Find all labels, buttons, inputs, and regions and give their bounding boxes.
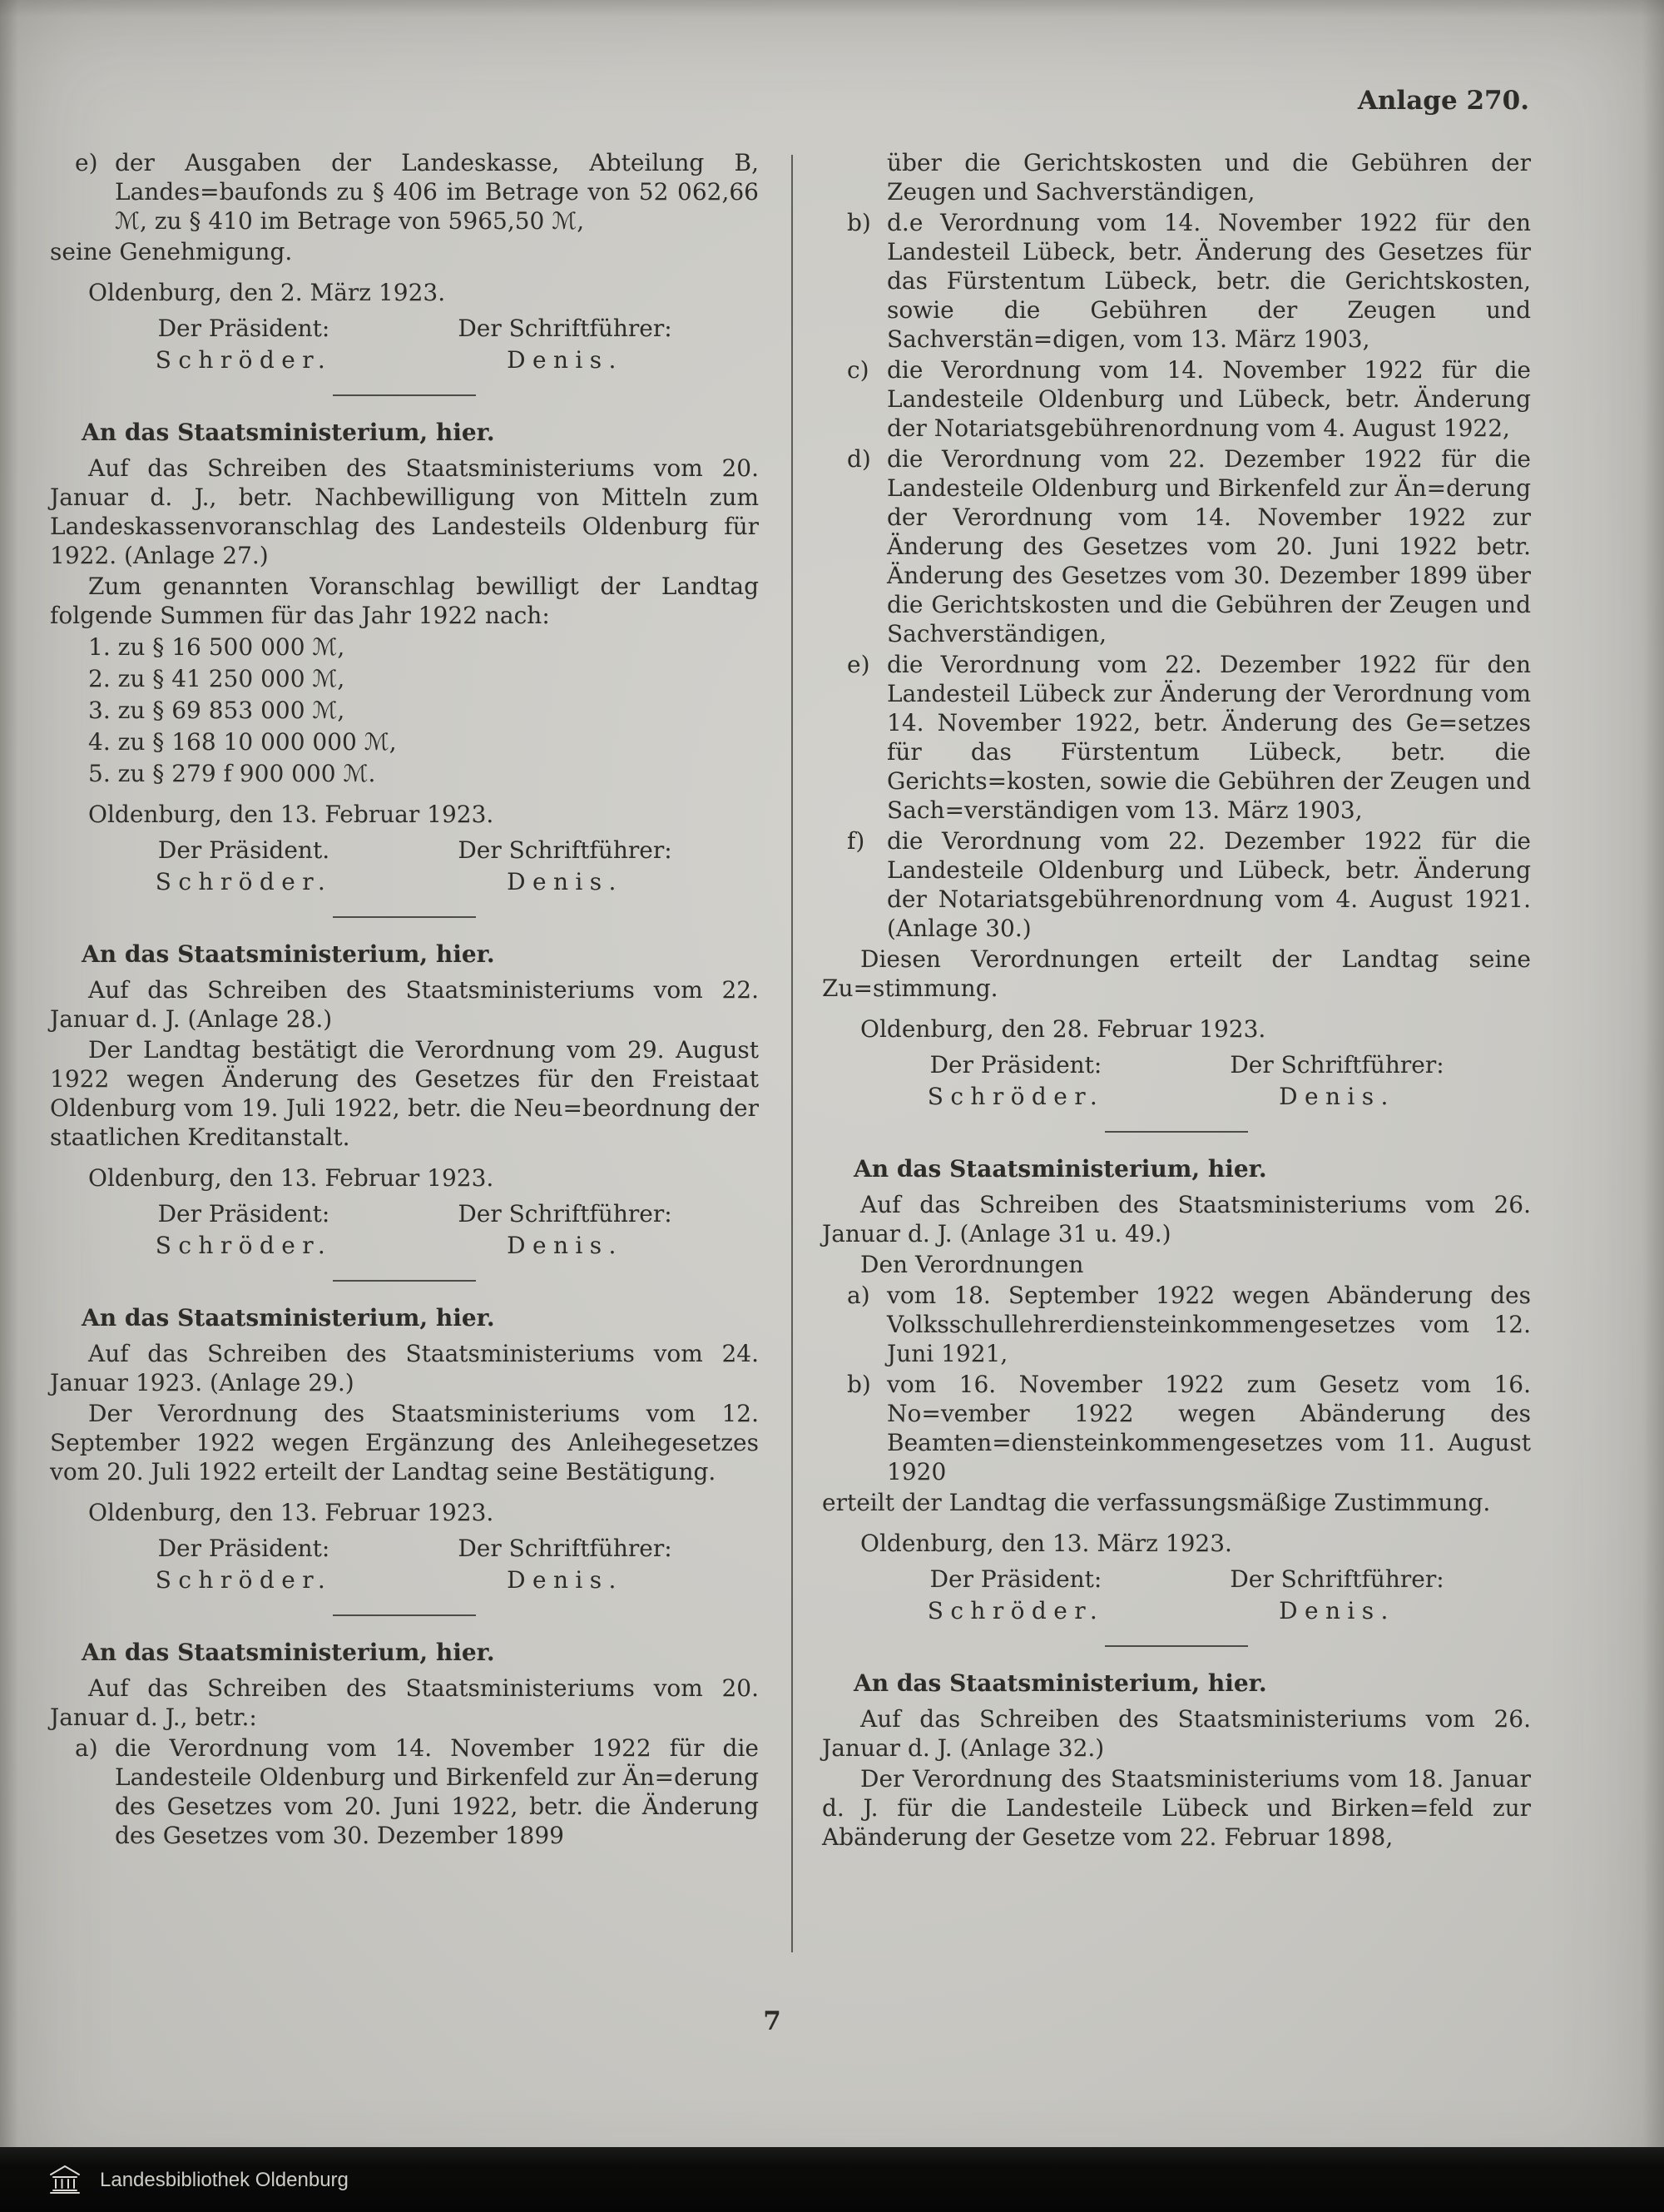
paragraph: Auf das Schreiben des Staatsministeriums vom 26. Januar d. J. (Anlage 31 u. 49.) [822,1191,1531,1247]
paragraph: seine Genehmigung. [50,238,293,265]
signature-title: Der Schriftführer: [458,1200,672,1228]
signature-block [855,1565,1498,1625]
signature-right [404,1199,726,1260]
numbered-list [88,632,759,788]
signature-block [855,1050,1498,1111]
signature-name: Denis. [1279,1083,1395,1110]
signature-right [404,836,726,896]
list-marker: f) [847,827,865,855]
signature-left [855,1565,1176,1625]
signature-block [83,1199,726,1260]
list-item-text: die Verordnung vom 22. Dezember 1922 für den Landesteil Lübeck zur Änderung der Verordnung vom 14. November 1922, betr. Änderung des Ge=setzes für das Fürstentum Lübeck, betr. die Gerichts=kosten, sowie die Gebühren der Zeugen und Sach=verständigen vom 13. März 1903, [887,651,1531,824]
section-divider-rule [333,1280,476,1282]
annex-header: Anlage 270. [1357,86,1529,116]
section-divider-rule [1105,1645,1248,1647]
list-continuation: über die Gerichtskosten und die Gebühren der Zeugen und Sachverständigen, [887,149,1531,206]
list-item [822,1370,1531,1486]
dateline: Oldenburg, den 13. Februar 1923. [88,1499,494,1526]
list-item [50,1733,759,1850]
signature-name: Schröder. [155,346,333,374]
signature-right [404,314,726,374]
list-item [822,826,1531,943]
dateline: Oldenburg, den 13. März 1923. [860,1530,1232,1557]
signature-row [855,1565,1498,1625]
list-item-text: die Verordnung vom 14. November 1922 für die Landesteile Oldenburg und Birkenfeld zur Än=derung des Gesetzes vom 20. Juni 1922, betr. die Änderung des Gesetzes vom 30. Dezember 1899 [115,1734,759,1849]
section-heading: An das Staatsministerium, hier. [854,1155,1267,1183]
list-item-text: die Verordnung vom 14. November 1922 für die Landesteile Oldenburg und Lübeck, betr. Änderung der Notariatsgebührenordnung vom 4. August 1922, [887,356,1531,442]
signature-right [404,1534,726,1595]
numbered-line: 4. zu § 168 10 000 000 ℳ, [88,728,397,756]
list-item-text: die Verordnung vom 22. Dezember 1922 für die Landesteile Oldenburg und Birkenfeld zur Än=derung der Verordnung vom 14. November 1922 zur Änderung des Gesetzes vom 20. Juni 1922 betr. Änderung des Gesetzes vom 30. Dezember 1899 über die Gerichtskosten und die Gebühren der Zeugen und Sachverständigen, [887,445,1531,647]
list-marker: d) [847,445,871,473]
numbered-line: 5. zu § 279 f 900 000 ℳ. [88,760,376,787]
paragraph: Den Verordnungen [860,1251,1084,1278]
signature-name: Schröder. [155,868,333,895]
list-marker: e) [847,651,870,678]
signature-right [1176,1050,1498,1111]
signature-title: Der Präsident: [929,1051,1102,1079]
dateline: Oldenburg, den 13. Februar 1923. [88,801,494,828]
signature-name: Denis. [507,1232,623,1259]
section-heading: An das Staatsministerium, hier. [82,419,495,446]
section-heading: An das Staatsministerium, hier. [854,1669,1267,1697]
list-item [822,444,1531,648]
numbered-line: 1. zu § 16 500 000 ℳ, [88,633,345,661]
signature-left [855,1050,1176,1111]
dateline: Oldenburg, den 13. Februar 1923. [88,1164,494,1192]
signature-right [1176,1565,1498,1625]
section-heading: An das Staatsministerium, hier. [82,940,495,968]
section-divider-rule [333,394,476,396]
page-number: 7 [763,2006,781,2036]
signature-left [83,836,404,896]
paragraph: Der Landtag bestätigt die Verordnung vom 29. August 1922 wegen Änderung des Gesetzes für den Freistaat Oldenburg vom 19. Juli 1922, betr. die Neu=beordnung der staatlichen Kreditanstalt. [50,1036,759,1151]
library-watermark-label: Landesbibliothek Oldenburg [100,2168,349,2191]
signature-title: Der Präsident: [157,1535,330,1562]
library-watermark-bar [0,2147,1664,2212]
paragraph: Der Verordnung des Staatsministeriums vom 12. September 1922 wegen Ergänzung des Anleihegesetzes vom 20. Juli 1922 erteilt der Landtag seine Bestätigung. [50,1400,759,1485]
left-column [50,148,759,1852]
numbered-line: 2. zu § 41 250 000 ℳ, [88,665,345,692]
paragraph: Auf das Schreiben des Staatsministeriums vom 24. Januar 1923. (Anlage 29.) [50,1340,759,1396]
list-item [50,148,759,236]
paragraph: Auf das Schreiben des Staatsministeriums vom 20. Januar d. J., betr.: [50,1674,759,1731]
list-marker: a) [847,1282,870,1309]
list-item [822,208,1531,354]
list-marker: a) [75,1734,98,1762]
signature-title: Der Präsident: [157,315,330,342]
signature-block [83,314,726,374]
signature-title: Der Schriftführer: [1230,1565,1444,1593]
section-divider-rule [333,1614,476,1616]
paragraph: Auf das Schreiben des Staatsministeriums vom 20. Januar d. J., betr. Nachbewilligung von Mitteln zum Landeskassenvoranschlag des Landesteils Oldenburg für 1922. (Anlage 27.) [50,454,759,569]
signature-name: Schröder. [927,1597,1105,1624]
paragraph: Auf das Schreiben des Staatsministeriums vom 26. Januar d. J. (Anlage 32.) [822,1705,1531,1762]
paragraph: Auf das Schreiben des Staatsministeriums vom 22. Januar d. J. (Anlage 28.) [50,976,759,1033]
signature-left [83,314,404,374]
signature-row [83,836,726,896]
signature-row [83,1534,726,1595]
column-divider-line [791,155,793,1952]
signature-name: Schröder. [155,1232,333,1259]
signature-row [83,1199,726,1260]
section-heading: An das Staatsministerium, hier. [82,1639,495,1666]
section-divider-rule [1105,1131,1248,1133]
list-item-text: der Ausgaben der Landeskasse, Abteilung B, Landes=baufonds zu § 406 im Betrage von 52 062,66 ℳ, zu § 410 im Betrage von 5965,50 ℳ, [115,149,759,235]
signature-title: Der Schriftführer: [458,1535,672,1562]
list-item [822,1281,1531,1368]
dateline: Oldenburg, den 28. Februar 1923. [860,1015,1266,1043]
paragraph: Der Verordnung des Staatsministeriums vom 18. Januar d. J. für die Landesteile Lübeck und Birken=feld zur Abänderung der Gesetze vom 22. Februar 1898, [822,1765,1531,1851]
list-marker: b) [847,209,871,236]
signature-title: Der Schriftführer: [458,836,672,864]
list-marker: e) [75,149,98,176]
signature-title: Der Schriftführer: [1230,1051,1444,1079]
signature-title: Der Schriftführer: [458,315,672,342]
section-divider-rule [333,916,476,918]
library-building-icon [47,2161,83,2198]
dateline: Oldenburg, den 2. März 1923. [88,279,446,306]
signature-block [83,836,726,896]
list-item-text: die Verordnung vom 22. Dezember 1922 für die Landesteile Oldenburg und Lübeck, betr. Änderung der Notariatsgebührenordnung vom 4. August 1921. (Anlage 30.) [887,827,1531,942]
section-heading: An das Staatsministerium, hier. [82,1304,495,1332]
signature-title: Der Präsident: [929,1565,1102,1593]
signature-name: Denis. [507,868,623,895]
list-item [822,650,1531,825]
list-item [822,355,1531,443]
signature-name: Denis. [507,1566,623,1594]
signature-left [83,1199,404,1260]
signature-name: Denis. [1279,1597,1395,1624]
signature-name: Schröder. [927,1083,1105,1110]
signature-title: Der Präsident: [157,1200,330,1228]
signature-row [83,314,726,374]
signature-name: Denis. [507,346,623,374]
signature-left [83,1534,404,1595]
signature-name: Schröder. [155,1566,333,1594]
list-item-text: d.e Verordnung vom 14. November 1922 für den Landesteil Lübeck, betr. Änderung des Gesetzes für das Fürstentum Lübeck, betr. die Gerichtskosten, sowie die Gebühren der Zeugen und Sachverstän=digen, vom 13. März 1903, [887,209,1531,353]
signature-row [855,1050,1498,1111]
list-item-text: vom 18. September 1922 wegen Abänderung des Volksschullehrerdiensteinkommengesetzes vom 12. Juni 1921, [887,1282,1531,1367]
signature-title: Der Präsident. [157,836,330,864]
list-item-text: vom 16. November 1922 zum Gesetz vom 16. No=vember 1922 wegen Abänderung des Beamten=diensteinkommengesetzes vom 11. August 1920 [887,1371,1531,1485]
paragraph: Diesen Verordnungen erteilt der Landtag seine Zu=stimmung. [822,945,1531,1002]
list-marker: b) [847,1371,871,1398]
signature-block [83,1534,726,1595]
paragraph: Zum genannten Voranschlag bewilligt der Landtag folgende Summen für das Jahr 1922 nach: [50,573,759,629]
numbered-line: 3. zu § 69 853 000 ℳ, [88,697,345,724]
list-marker: c) [847,356,869,384]
paragraph: erteilt der Landtag die verfassungsmäßige Zustimmung. [822,1489,1491,1516]
right-column [822,148,1531,1853]
